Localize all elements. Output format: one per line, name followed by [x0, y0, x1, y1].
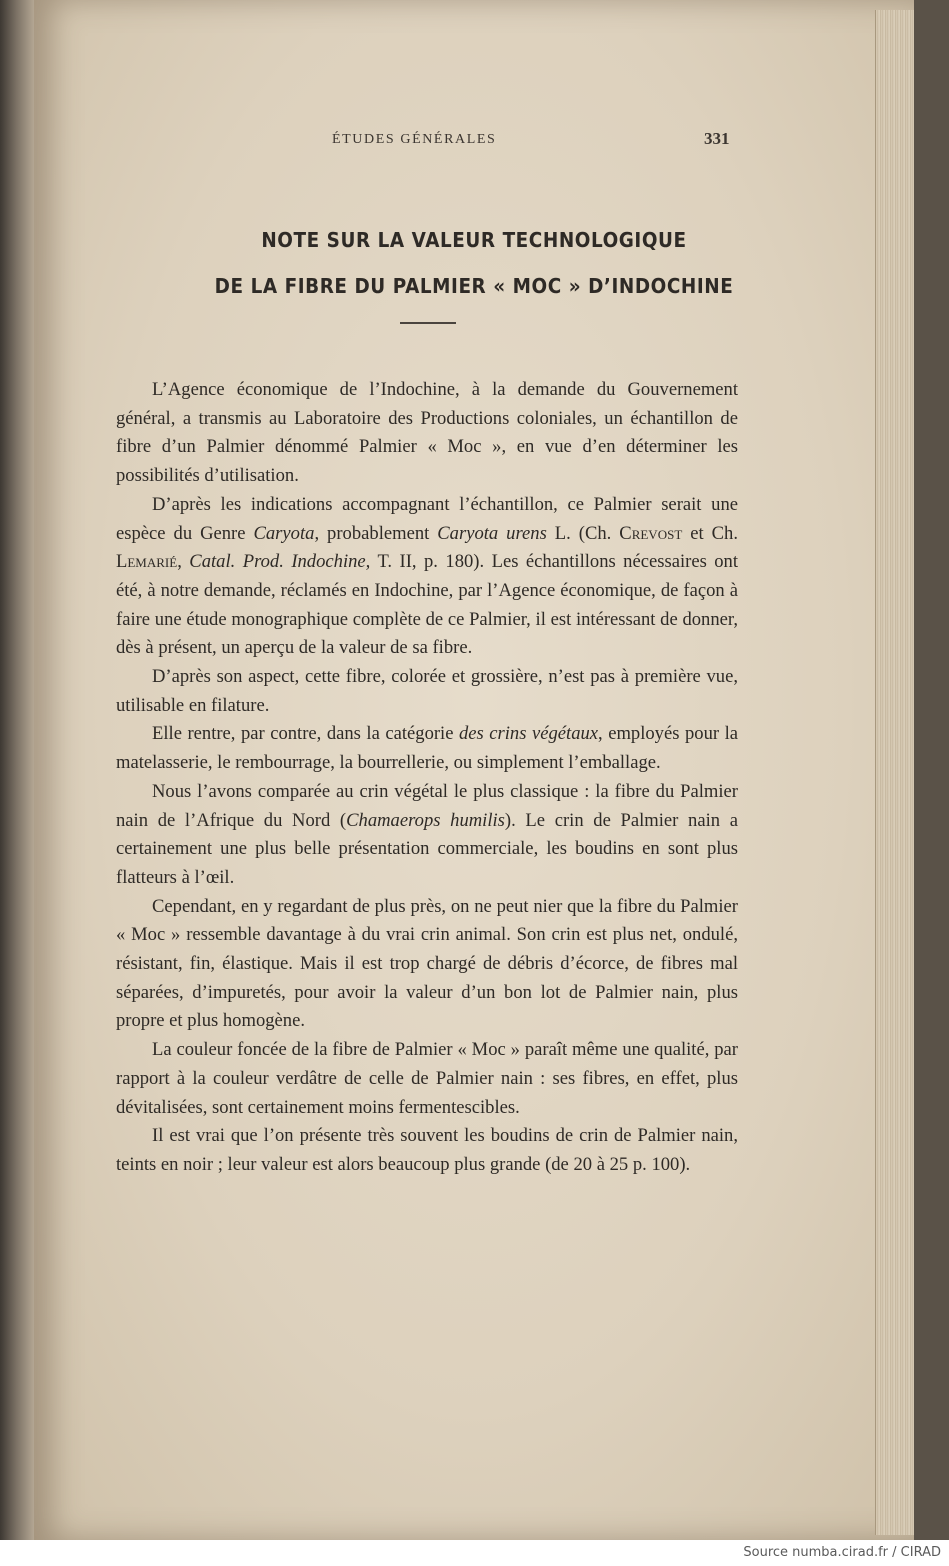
paragraph-1: L’Agence économique de l’Indochine, à la demande du Gouvernement général, a transmis au Laboratoire des Productions coloniales, un échantillon de fibre d’un Palmier dénommé Palmier « Moc », en vue d’en déterminer les possibilités d’utilisation. [116, 379, 738, 487]
paragraph-2 [116, 491, 738, 663]
page-number: 331 [704, 129, 730, 148]
paragraph-3: D’après son aspect, cette fibre, colorée et grossière, n’est pas à première vue, utilisable en filature. [116, 666, 738, 716]
text-run: Nous l’avons comparée au crin végétal le plus classique : la fibre du Palmier nain de l’Afrique du Nord ( [116, 780, 738, 831]
running-head: ÉTUDES GÉNÉRALES [332, 132, 497, 147]
paragraph-6: Cependant, en y regardant de plus près, on ne peut nier que la fibre du Palmier « Moc » ressemble davantage à du vrai crin animal. Son crin est plus net, ondulé, résistant, fin, élastique. Mais il est trop chargé de débris d’écorce, de fibres mal séparées, d’impuretés, pour avoir la valeur d’un bon lot de Palmier nain, plus propre et plus homogène. [116, 895, 738, 1032]
text-run: D’après les indications accompagnant l’échantillon, ce Palmier serait une espèce du Genre [116, 493, 738, 544]
text-run: ). Le crin de Palmier nain a certainement une plus belle présentation commerciale, les boudins en sont plus flatteurs à l’œil. [116, 809, 738, 888]
title-rule [400, 322, 456, 324]
species-name: Chamaerops humilis [346, 809, 505, 831]
page-edges [875, 10, 914, 1535]
author-name: Lemarié [116, 551, 178, 573]
paragraph-8: Il est vrai que l’on présente très souvent les boudins de crin de Palmier nain, teints en noir ; leur valeur est alors beaucoup plus grande (de 20 à 25 p. 100). [116, 1125, 738, 1175]
article-title-line-1: NOTE SUR LA VALEUR TECHNOLOGIQUE [261, 228, 687, 252]
book-page [34, 0, 914, 1540]
article-title-line-2: DE LA FIBRE DU PALMIER « MOC » D’INDOCHINE [214, 274, 734, 298]
text-run: et Ch. [682, 522, 738, 544]
text-run: L. (Ch. [546, 522, 620, 544]
genus-name: Caryota [253, 522, 315, 544]
species-name: Caryota urens [437, 522, 547, 544]
reference-title: Catal. Prod. Indochine, [189, 551, 371, 573]
paragraph-4 [116, 720, 738, 777]
article-body [116, 376, 738, 1180]
text-run: Elle rentre, par contre, dans la catégorie [152, 723, 459, 745]
paragraph-5 [116, 778, 738, 893]
text-run: , employés pour la matelasserie, le rembourrage, la bourrellerie, ou simplement l’emballage. [116, 723, 738, 774]
paragraph-7: La couleur foncée de la fibre de Palmier « Moc » paraît même une qualité, par rapport à la couleur verdâtre de celle de Palmier nain : ses fibres, en effet, plus dévitalisées, sont certainement moins fermentescibles. [116, 1039, 738, 1118]
page-header [34, 129, 914, 156]
emphasis: des crins végétaux [458, 723, 599, 745]
text-run: T. II, p. 180). Les échantillons nécessaires ont été, à notre demande, réclamés en Indochine, par l’Agence économique, de façon à faire une étude monographique complète de ce Palmier, il est intéressant de donner, dès à présent, un aperçu de la valeur de sa fibre. [116, 551, 739, 659]
source-credit: Source numba.cirad.fr / CIRAD [743, 1545, 941, 1560]
author-name: Crevost [619, 522, 683, 544]
text-run: , [177, 551, 190, 573]
text-run: , probablement [314, 522, 438, 544]
